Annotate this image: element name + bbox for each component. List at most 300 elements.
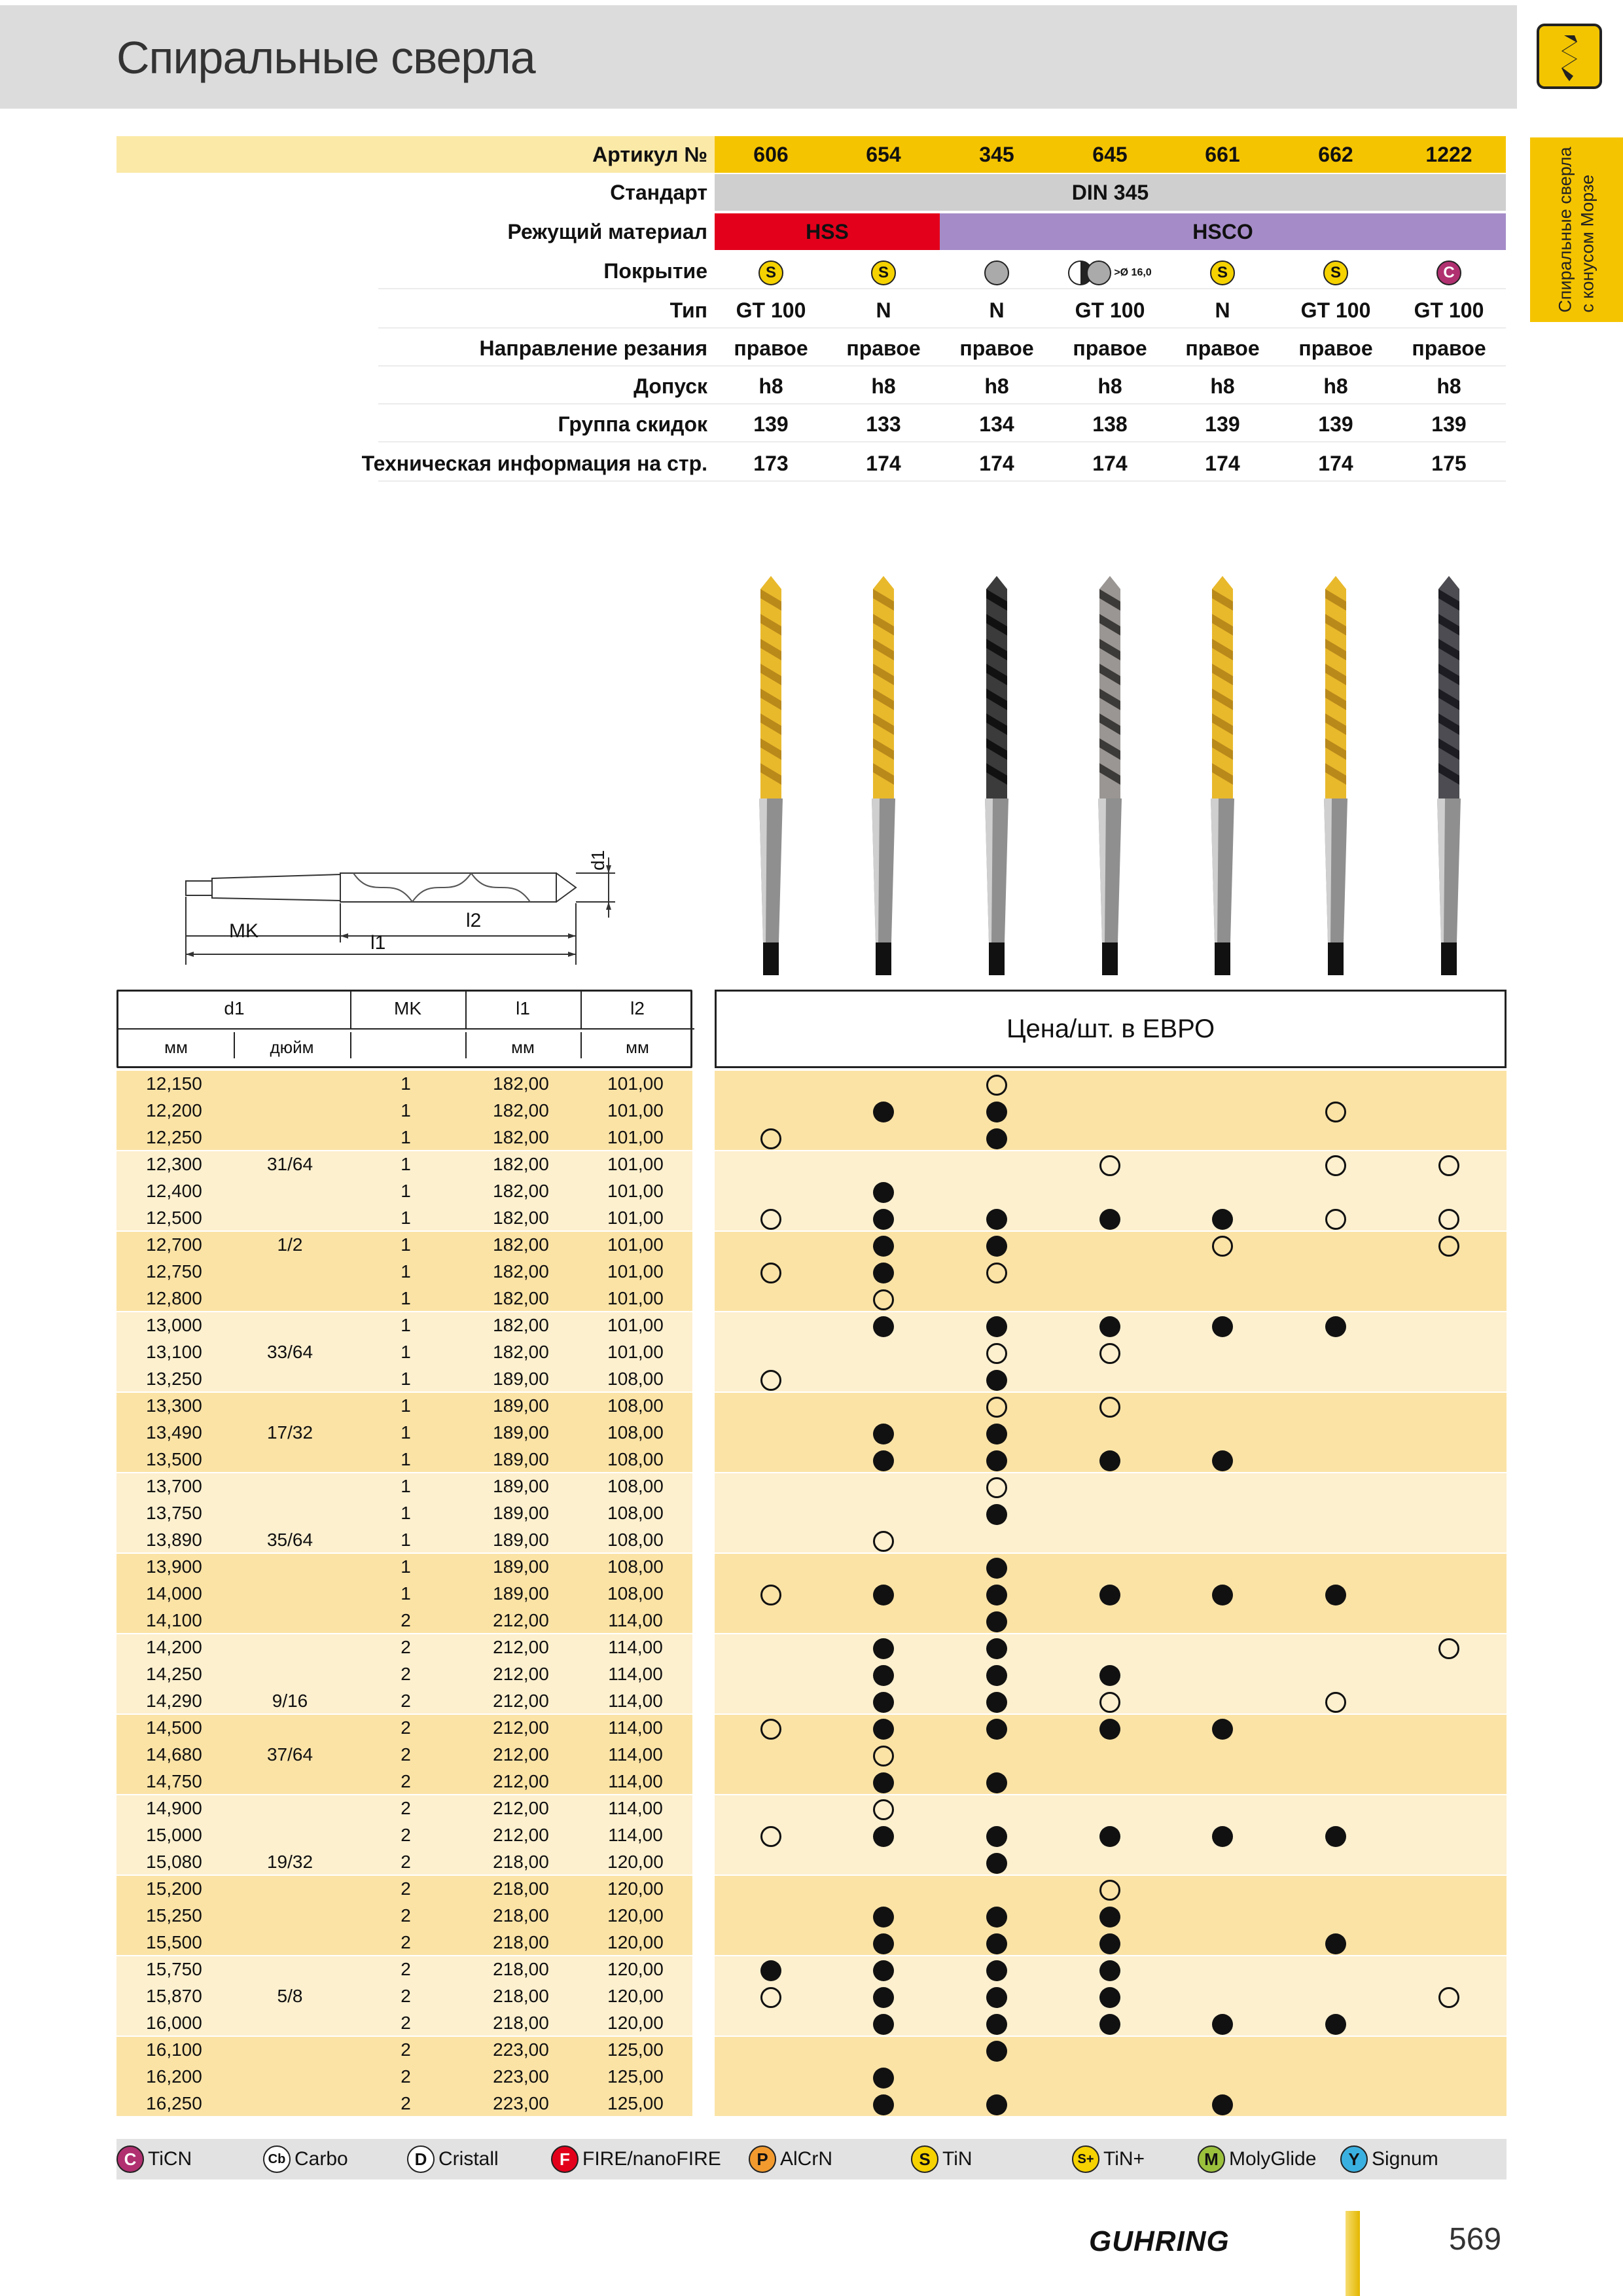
available-on-request-dot <box>1099 1155 1120 1176</box>
spec-row-direction <box>116 330 1506 367</box>
article-number-3: 645 <box>1092 143 1128 166</box>
col-l2: l2 <box>630 998 645 1018</box>
info-page-value-2: 174 <box>979 452 1014 475</box>
available-dot <box>1099 1826 1120 1847</box>
table-row <box>116 1581 1507 1607</box>
type-value-3: GT 100 <box>1075 298 1145 322</box>
l2-cell: 114,00 <box>608 1691 663 1711</box>
l2-cell: 108,00 <box>607 1449 664 1469</box>
table-row <box>116 1742 1507 1768</box>
available-dot <box>873 1772 894 1793</box>
l2-cell: 108,00 <box>607 1369 664 1389</box>
l2-cell: 108,00 <box>607 1476 664 1496</box>
table-row <box>116 1124 1507 1151</box>
available-dot <box>873 1826 894 1847</box>
d1-cell: 16,100 <box>146 2039 202 2060</box>
l1-cell: 182,00 <box>493 1100 549 1121</box>
drill-image-3 <box>1090 576 1130 975</box>
legend-label: Carbo <box>294 2148 348 2170</box>
coating-diameter-note: >Ø 16,0 <box>1114 266 1152 278</box>
table-row <box>116 1527 1507 1554</box>
l1-cell: 182,00 <box>493 1288 549 1308</box>
table-row <box>116 1312 1507 1339</box>
mk-cell: 1 <box>401 1476 411 1496</box>
drill-image-2 <box>977 576 1016 975</box>
available-dot <box>986 1665 1007 1686</box>
direction-value-6: правое <box>1412 336 1486 360</box>
available-dot <box>1212 1719 1233 1740</box>
available-dot <box>873 1102 894 1122</box>
table-row <box>116 2037 1507 2064</box>
table-row <box>116 1661 1507 1688</box>
legend-coating-icon: D <box>407 2145 435 2173</box>
tolerance-value-3: h8 <box>1097 374 1122 398</box>
tolerance-value-2: h8 <box>984 374 1009 398</box>
available-dot <box>873 1933 894 1954</box>
l2-cell: 120,00 <box>607 1959 664 1979</box>
drill-logo-icon <box>1537 24 1602 89</box>
l2-cell: 114,00 <box>608 1637 663 1657</box>
l1-cell: 189,00 <box>493 1369 549 1389</box>
l1-cell: 218,00 <box>493 1932 549 1952</box>
spec-row-article <box>116 136 1506 173</box>
legend-item <box>1198 2139 1316 2179</box>
legend-label: MolyGlide <box>1229 2148 1317 2170</box>
available-dot <box>1099 1960 1120 1981</box>
table-row <box>116 1634 1507 1661</box>
l1-cell: 189,00 <box>493 1476 549 1496</box>
available-dot <box>873 1450 894 1471</box>
legend-item <box>749 2139 832 2179</box>
drill-image-6 <box>1429 576 1469 975</box>
d1-cell: 14,200 <box>146 1637 202 1657</box>
mk-cell: 2 <box>401 1878 411 1899</box>
mk-cell: 2 <box>401 1717 411 1738</box>
legend-item <box>911 2139 972 2179</box>
drill-image-0 <box>751 576 791 975</box>
available-dot <box>1099 1719 1120 1740</box>
brand-accent-bar <box>1346 2211 1360 2296</box>
l2-cell: 114,00 <box>608 1664 663 1684</box>
mk-cell: 1 <box>401 1530 411 1550</box>
coating-label: Покрытие <box>603 259 707 283</box>
mk-cell: 2 <box>401 2013 411 2033</box>
l1-cell: 189,00 <box>493 1583 549 1604</box>
d1-cell: 15,000 <box>146 1825 202 1845</box>
mk-cell: 1 <box>401 1208 411 1228</box>
brand-logo: GUHRING <box>1089 2225 1230 2257</box>
legend-label: AlCrN <box>780 2148 832 2170</box>
d1-cell: 14,100 <box>146 1610 202 1630</box>
l2-cell: 114,00 <box>608 1825 663 1845</box>
available-dot <box>986 1128 1007 1149</box>
mk-cell: 2 <box>401 1986 411 2006</box>
uncoated-icon <box>984 260 1009 285</box>
table-row <box>116 1473 1507 1500</box>
table-row <box>116 2090 1507 2117</box>
legend-item <box>263 2139 348 2179</box>
drill-image-1 <box>864 576 903 975</box>
drill-image-5 <box>1316 576 1355 975</box>
uncoated-icon <box>1086 260 1111 285</box>
l2-cell: 101,00 <box>607 1288 664 1308</box>
l2-cell: 114,00 <box>608 1744 663 1765</box>
info-page-value-1: 174 <box>866 452 901 475</box>
legend-label: Cristall <box>438 2148 499 2170</box>
coating-cell-2 <box>940 253 1053 289</box>
available-on-request-dot <box>1099 1692 1120 1713</box>
table-row <box>116 1151 1507 1178</box>
d1-cell: 14,900 <box>146 1798 202 1818</box>
d1-cell: 15,250 <box>146 1905 202 1926</box>
spec-row-info <box>116 445 1506 482</box>
l2-cell: 114,00 <box>608 1610 663 1630</box>
type-value-2: N <box>989 298 1005 322</box>
l2-cell: 125,00 <box>607 2066 664 2087</box>
legend-item <box>1072 2139 1145 2179</box>
available-dot <box>873 1585 894 1605</box>
table-row <box>116 2064 1507 2090</box>
direction-value-4: правое <box>1185 336 1260 360</box>
mk-cell: 1 <box>401 1369 411 1389</box>
coating-legend <box>116 2139 1507 2179</box>
mk-cell: 2 <box>401 1664 411 1684</box>
material-hsco: HSCO <box>940 213 1506 250</box>
available-dot <box>1325 1826 1346 1847</box>
type-value-4: N <box>1215 298 1230 322</box>
inch-cell: 19/32 <box>266 1852 313 1872</box>
l2-cell: 114,00 <box>608 1771 663 1791</box>
col-l1: l1 <box>516 998 530 1018</box>
available-dot <box>986 1504 1007 1525</box>
available-dot <box>873 1182 894 1203</box>
direction-value-3: правое <box>1073 336 1147 360</box>
info-page-value-0: 173 <box>753 452 789 475</box>
available-on-request-dot <box>873 1289 894 1310</box>
mk-cell: 1 <box>401 1261 411 1282</box>
d1-cell: 12,150 <box>146 1073 202 1094</box>
l1-cell: 189,00 <box>493 1556 549 1577</box>
drill-images <box>715 576 1506 975</box>
coating-cell-5 <box>1279 253 1392 289</box>
available-dot <box>986 1826 1007 1847</box>
mk-cell: 1 <box>401 1127 411 1147</box>
article-number-0: 606 <box>753 143 789 166</box>
available-on-request-dot <box>1099 1880 1120 1901</box>
spec-row-standard <box>116 174 1506 211</box>
table-row <box>116 2010 1507 2037</box>
d1-cell: 12,750 <box>146 1261 202 1282</box>
mk-cell: 2 <box>401 1825 411 1845</box>
spec-row-tolerance <box>116 368 1506 404</box>
table-row <box>116 1339 1507 1366</box>
table-row <box>116 1768 1507 1795</box>
available-dot <box>873 1960 894 1981</box>
available-dot <box>873 1719 894 1740</box>
available-dot <box>1099 1209 1120 1230</box>
d1-cell: 14,250 <box>146 1664 202 1684</box>
table-row <box>116 1285 1507 1312</box>
mk-cell: 2 <box>401 1798 411 1818</box>
tin-coating-icon: S <box>758 260 783 285</box>
tolerance-value-0: h8 <box>758 374 783 398</box>
inch-cell: 1/2 <box>277 1234 303 1255</box>
l2-cell: 108,00 <box>607 1395 664 1416</box>
d1-cell: 16,200 <box>146 2066 202 2087</box>
available-dot <box>1212 1585 1233 1605</box>
available-dot <box>986 1316 1007 1337</box>
l2-cell: 114,00 <box>608 1798 663 1818</box>
available-on-request-dot <box>1325 1155 1346 1176</box>
l1-cell: 182,00 <box>493 1261 549 1282</box>
available-dot <box>986 1209 1007 1230</box>
l2-cell: 101,00 <box>607 1127 664 1147</box>
table-row <box>116 1446 1507 1473</box>
available-on-request-dot <box>873 1531 894 1552</box>
l1-cell: 182,00 <box>493 1127 549 1147</box>
table-row <box>116 1715 1507 1742</box>
available-dot <box>986 1102 1007 1122</box>
l1-cell: 212,00 <box>493 1610 549 1630</box>
mk-cell: 1 <box>401 1342 411 1362</box>
available-on-request-dot <box>760 1370 781 1391</box>
l1-cell: 212,00 <box>493 1717 549 1738</box>
d1-cell: 13,300 <box>146 1395 202 1416</box>
drill-diagram <box>177 844 635 975</box>
d1-cell: 13,500 <box>146 1449 202 1469</box>
available-dot <box>986 1987 1007 2008</box>
l1-cell: 189,00 <box>493 1395 549 1416</box>
d1-cell: 15,200 <box>146 1878 202 1899</box>
l2-cell: 101,00 <box>607 1181 664 1201</box>
table-row <box>116 1903 1507 1929</box>
l1-cell: 182,00 <box>493 1154 549 1174</box>
l2-cell: 101,00 <box>607 1154 664 1174</box>
available-dot <box>986 1853 1007 1874</box>
available-dot <box>1212 1209 1233 1230</box>
l1-cell: 189,00 <box>493 1530 549 1550</box>
table-row <box>116 1420 1507 1446</box>
l2-cell: 101,00 <box>607 1208 664 1228</box>
l2-cell: 108,00 <box>607 1503 664 1523</box>
available-dot <box>873 2068 894 2089</box>
standard-label: Стандарт <box>610 181 707 204</box>
page-title: Спиральные сверла <box>116 32 535 83</box>
d1-cell: 14,500 <box>146 1717 202 1738</box>
page-number: 569 <box>1449 2222 1502 2257</box>
available-on-request-dot <box>986 1477 1007 1498</box>
l1-cell: 182,00 <box>493 1342 549 1362</box>
available-on-request-dot <box>760 1826 781 1847</box>
tin-coating-icon: S <box>1210 260 1235 285</box>
side-tab-label: Спиральные сверла с конусом Морзе <box>1556 147 1597 313</box>
article-label: Артикул № <box>592 143 707 166</box>
tin-coating-icon: S <box>871 260 896 285</box>
l1-cell: 182,00 <box>493 1073 549 1094</box>
available-on-request-dot <box>1099 1343 1120 1364</box>
available-on-request-dot <box>986 1075 1007 1096</box>
table-row <box>116 1393 1507 1420</box>
mk-cell: 2 <box>401 1637 411 1657</box>
tolerance-label: Допуск <box>633 374 707 398</box>
available-dot <box>986 1424 1007 1444</box>
available-on-request-dot <box>760 1263 781 1283</box>
l2-cell: 120,00 <box>607 1852 664 1872</box>
available-dot <box>1212 1316 1233 1337</box>
legend-item <box>116 2139 192 2179</box>
mk-cell: 2 <box>401 1852 411 1872</box>
l2-cell: 120,00 <box>607 1932 664 1952</box>
inch-cell: 9/16 <box>272 1691 308 1711</box>
info-label: Техническая информация на стр. <box>361 452 707 475</box>
discount-value-0: 139 <box>753 412 789 436</box>
table-row <box>116 1071 1507 1098</box>
available-dot <box>1099 1450 1120 1471</box>
l2-cell: 125,00 <box>607 2039 664 2060</box>
d1-cell: 13,000 <box>146 1315 202 1335</box>
d1-cell: 13,890 <box>146 1530 202 1550</box>
legend-label: TiN <box>942 2148 972 2170</box>
available-dot <box>986 1960 1007 1981</box>
table-row <box>116 1688 1507 1715</box>
l1-cell: 212,00 <box>493 1798 549 1818</box>
mk-cell: 2 <box>401 1905 411 1926</box>
l1-cell: 218,00 <box>493 1959 549 1979</box>
mk-cell: 1 <box>401 1556 411 1577</box>
spec-row-discount <box>116 406 1506 442</box>
available-dot <box>1325 1933 1346 1954</box>
available-dot <box>1099 1316 1120 1337</box>
d1-cell: 15,750 <box>146 1959 202 1979</box>
d1-cell: 13,250 <box>146 1369 202 1389</box>
available-on-request-dot <box>1438 1236 1459 1257</box>
d1-cell: 13,490 <box>146 1422 202 1443</box>
type-value-6: GT 100 <box>1414 298 1484 322</box>
tolerance-value-4: h8 <box>1210 374 1235 398</box>
direction-label: Направление резания <box>479 336 707 360</box>
available-on-request-dot <box>760 1719 781 1740</box>
table-row <box>116 1607 1507 1634</box>
mk-cell: 2 <box>401 2093 411 2113</box>
article-number-1: 654 <box>866 143 901 166</box>
l1-cell: 223,00 <box>493 2066 549 2087</box>
legend-coating-icon: S+ <box>1072 2145 1099 2173</box>
table-row <box>116 1259 1507 1285</box>
available-on-request-dot <box>1325 1209 1346 1230</box>
available-dot <box>873 1424 894 1444</box>
legend-label: TiCN <box>148 2148 192 2170</box>
table-row <box>116 1232 1507 1259</box>
l2-cell: 101,00 <box>607 1261 664 1282</box>
info-page-value-5: 174 <box>1318 452 1353 475</box>
article-number-6: 1222 <box>1425 143 1472 166</box>
ticn-coating-icon: C <box>1436 260 1461 285</box>
material-label: Режущий материал <box>507 220 707 243</box>
l2-cell: 125,00 <box>607 2093 664 2113</box>
available-on-request-dot <box>1438 1209 1459 1230</box>
available-dot <box>986 2014 1007 2035</box>
available-dot <box>1212 1450 1233 1471</box>
l1-cell: 182,00 <box>493 1315 549 1335</box>
type-value-1: N <box>876 298 891 322</box>
d1-cell: 12,250 <box>146 1127 202 1147</box>
legend-label: Signum <box>1372 2148 1438 2170</box>
spec-row-type <box>116 292 1506 329</box>
l2-cell: 120,00 <box>607 2013 664 2033</box>
legend-item <box>407 2139 499 2179</box>
l1-cell: 212,00 <box>493 1771 549 1791</box>
available-dot <box>1212 2094 1233 2115</box>
l1-cell: 189,00 <box>493 1449 549 1469</box>
direction-value-5: правое <box>1298 336 1373 360</box>
available-dot <box>873 1692 894 1713</box>
col-d1-inch: дюйм <box>270 1037 314 1057</box>
d1-cell: 12,300 <box>146 1154 202 1174</box>
l2-cell: 108,00 <box>607 1583 664 1604</box>
l1-cell: 218,00 <box>493 1852 549 1872</box>
available-dot <box>1325 1585 1346 1605</box>
available-on-request-dot <box>760 1585 781 1605</box>
mk-cell: 2 <box>401 1691 411 1711</box>
d1-cell: 16,250 <box>146 2093 202 2113</box>
available-dot <box>1099 1665 1120 1686</box>
table-row <box>116 1929 1507 1956</box>
mk-cell: 1 <box>401 1288 411 1308</box>
available-dot <box>873 1263 894 1283</box>
available-on-request-dot <box>760 1987 781 2008</box>
material-hss: HSS <box>715 213 940 250</box>
info-page-value-4: 174 <box>1205 452 1240 475</box>
coating-cell-4 <box>1166 253 1279 289</box>
available-dot <box>986 1450 1007 1471</box>
l1-cell: 218,00 <box>493 1905 549 1926</box>
mk-cell: 1 <box>401 1234 411 1255</box>
coating-cell-1 <box>827 253 940 289</box>
d1-cell: 12,500 <box>146 1208 202 1228</box>
l2-cell: 101,00 <box>607 1342 664 1362</box>
diagram-mk-label: MK <box>229 920 259 942</box>
available-dot <box>873 1987 894 2008</box>
available-on-request-dot <box>760 1209 781 1230</box>
l1-cell: 189,00 <box>493 1422 549 1443</box>
col-d1-mm: мм <box>164 1037 188 1057</box>
discount-value-2: 134 <box>979 412 1014 436</box>
available-dot <box>986 1558 1007 1579</box>
discount-value-1: 133 <box>866 412 901 436</box>
available-dot <box>1212 1826 1233 1847</box>
discount-value-3: 138 <box>1092 412 1128 436</box>
article-number-4: 661 <box>1205 143 1240 166</box>
available-dot <box>873 2014 894 2035</box>
tin-coating-icon: S <box>1323 260 1348 285</box>
available-dot <box>986 1638 1007 1659</box>
mk-cell: 1 <box>401 1583 411 1604</box>
l2-cell: 120,00 <box>607 1905 664 1926</box>
d1-cell: 12,800 <box>146 1288 202 1308</box>
mk-cell: 1 <box>401 1073 411 1094</box>
l2-cell: 101,00 <box>607 1073 664 1094</box>
legend-item <box>551 2139 721 2179</box>
d1-cell: 15,080 <box>146 1852 202 1872</box>
coating-cell-6 <box>1393 253 1505 289</box>
table-row <box>116 1822 1507 1849</box>
available-dot <box>1099 1585 1120 1605</box>
info-page-value-3: 174 <box>1092 452 1128 475</box>
inch-cell: 33/64 <box>266 1342 313 1362</box>
legend-coating-icon: Y <box>1340 2145 1368 2173</box>
l1-cell: 212,00 <box>493 1664 549 1684</box>
mk-cell: 2 <box>401 2039 411 2060</box>
